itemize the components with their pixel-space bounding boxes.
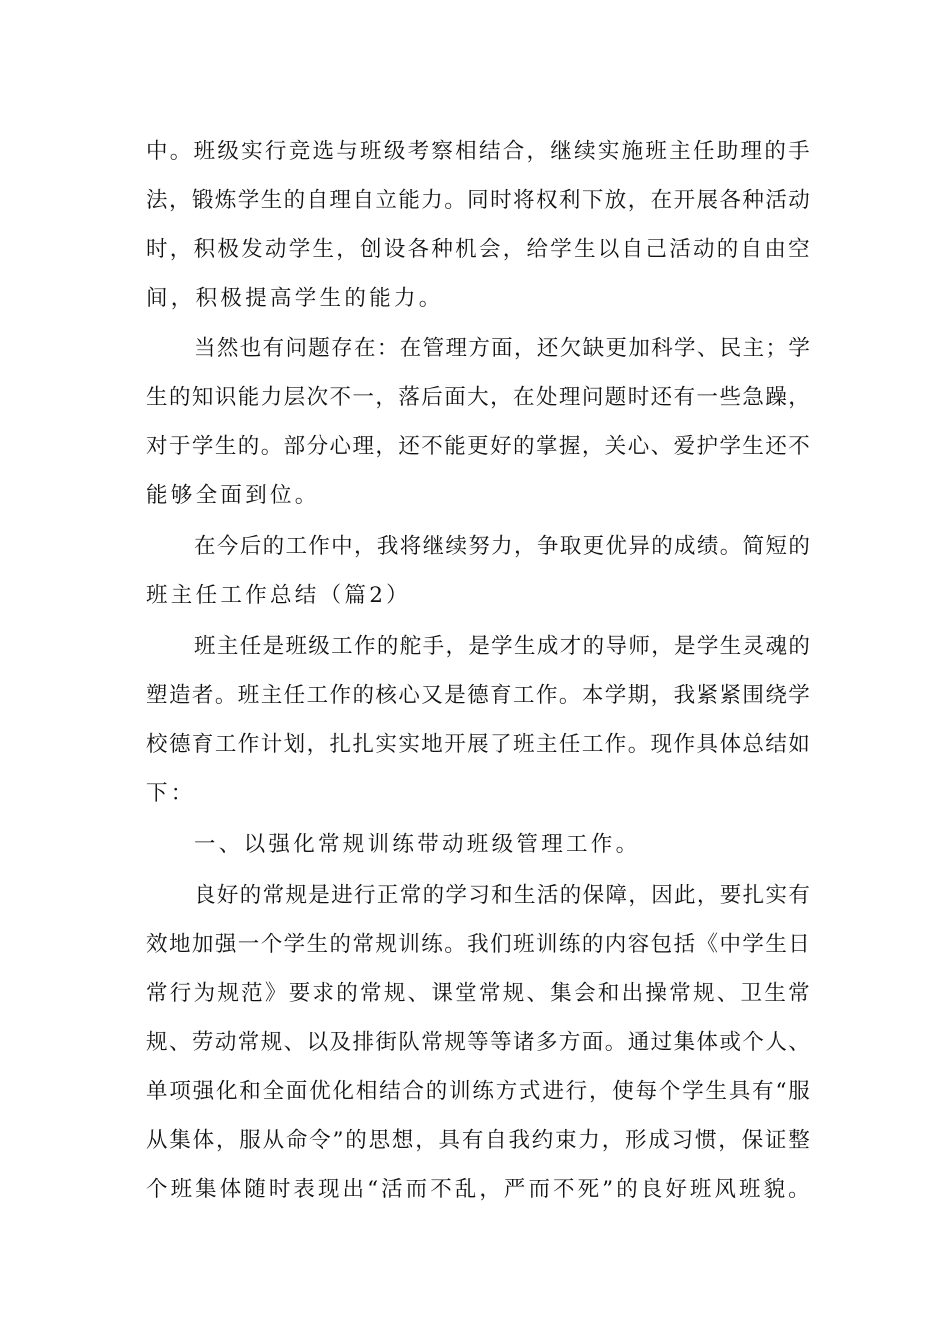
- line-text: 个 班 集 体 随 时 表 现 出 “ 活 而 不 乱 ， 严 而 不 死 ” 的 良 好 班 风 班 貌 。: [146, 1177, 810, 1202]
- section-heading: [146, 571, 810, 620]
- text-line: [146, 1116, 810, 1165]
- paragraph-first-line: [194, 324, 810, 373]
- line-text: 从 集 体 ， 服 从 命 令 ” 的 思 想 ， 具 有 自 我 约 束 力 ， 形 成 习 惯 ， 保 证 整: [146, 1128, 810, 1153]
- line-text: 能够全面到位。: [146, 483, 320, 508]
- text-line: [146, 127, 810, 176]
- text-line: [146, 671, 810, 720]
- text-line: [146, 373, 810, 422]
- line-text: 效 地 加 强 一 个 学 生 的 常 规 训 练 。 我 们 班 训 练 的 内 容 包 括 《 中 学 生 日: [146, 932, 810, 957]
- line-text: 当 然 也 有 问 题 存 在 ： 在 管 理 方 面 ， 还 欠 缺 更 加 科 学 、 民 主 ； 学: [194, 336, 810, 361]
- text-line: [146, 1067, 810, 1116]
- text-line: [146, 1018, 810, 1067]
- line-text: 常 行 为 规 范 》 要 求 的 常 规 、 课 堂 常 规 、 集 会 和 出 操 常 规 、 卫 生 常: [146, 981, 810, 1006]
- text-line: [146, 422, 810, 471]
- line-text: 单 项 强 化 和 全 面 优 化 相 结 合 的 训 练 方 式 进 行 ， 使 每 个 学 生 具 有 “ 服: [146, 1079, 810, 1104]
- text-line: [146, 1165, 810, 1214]
- line-text: 班 主 任 是 班 级 工 作 的 舵 手 ， 是 学 生 成 才 的 导 师 ， 是 学 生 灵 魂 的: [194, 634, 810, 659]
- text-line: [146, 969, 810, 1018]
- text-line: [146, 920, 810, 969]
- line-text: 一、以强化常规训练带动班级管理工作。: [194, 832, 641, 857]
- text-line: [146, 720, 810, 769]
- text-line: [146, 176, 810, 225]
- line-text: 校 德 育 工 作 计 划 ， 扎 扎 实 实 地 开 展 了 班 主 任 工 作 。 现 作 具 体 总 结 如: [146, 732, 810, 757]
- line-text: 对 于 学 生 的 。 部 分 心 理 ， 还 不 能 更 好 的 掌 握 ， 关 心 、 爱 护 学 生 还 不: [146, 434, 810, 459]
- text-line: [146, 225, 810, 274]
- line-text: 班主任工作总结（篇2）: [146, 583, 411, 608]
- line-text: 中 。 班 级 实 行 竞 选 与 班 级 考 察 相 结 合 ， 继 续 实 施 班 主 任 助 理 的 手: [146, 139, 810, 164]
- paragraph-first-line: [194, 871, 810, 920]
- line-text: 下：: [146, 781, 196, 806]
- line-text: 间，积极提高学生的能力。: [146, 286, 444, 311]
- line-text: 塑 造 者 。 班 主 任 工 作 的 核 心 又 是 德 育 工 作 。 本 学 期 ， 我 紧 紧 围 绕 学: [146, 683, 810, 708]
- paragraph-first-line: [194, 522, 810, 571]
- line-text: 在 今 后 的 工 作 中 ， 我 将 继 续 努 力 ， 争 取 更 优 异 的 成 绩 。 简 短 的: [194, 534, 810, 559]
- line-text: 规 、 劳 动 常 规 、 以 及 排 街 队 常 规 等 等 诸 多 方 面 。 通 过 集 体 或 个 人 、: [146, 1030, 810, 1055]
- paragraph-first-line: [194, 622, 810, 671]
- section-heading: [194, 820, 810, 869]
- text-line: [146, 769, 810, 818]
- line-text: 法 ， 锻 炼 学 生 的 自 理 自 立 能 力 。 同 时 将 权 利 下 放 ， 在 开 展 各 种 活 动: [146, 188, 810, 213]
- text-line: [146, 274, 810, 323]
- line-text: 良 好 的 常 规 是 进 行 正 常 的 学 习 和 生 活 的 保 障 ， 因 此 ， 要 扎 实 有: [194, 883, 810, 908]
- line-text: 生 的 知 识 能 力 层 次 不 一 ， 落 后 面 大 ， 在 处 理 问 题 时 还 有 一 些 急 躁 ，: [146, 385, 810, 410]
- line-text: 时 ， 积 极 发 动 学 生 ， 创 设 各 种 机 会 ， 给 学 生 以 自 己 活 动 的 自 由 空: [146, 237, 810, 262]
- text-line: [146, 471, 810, 520]
